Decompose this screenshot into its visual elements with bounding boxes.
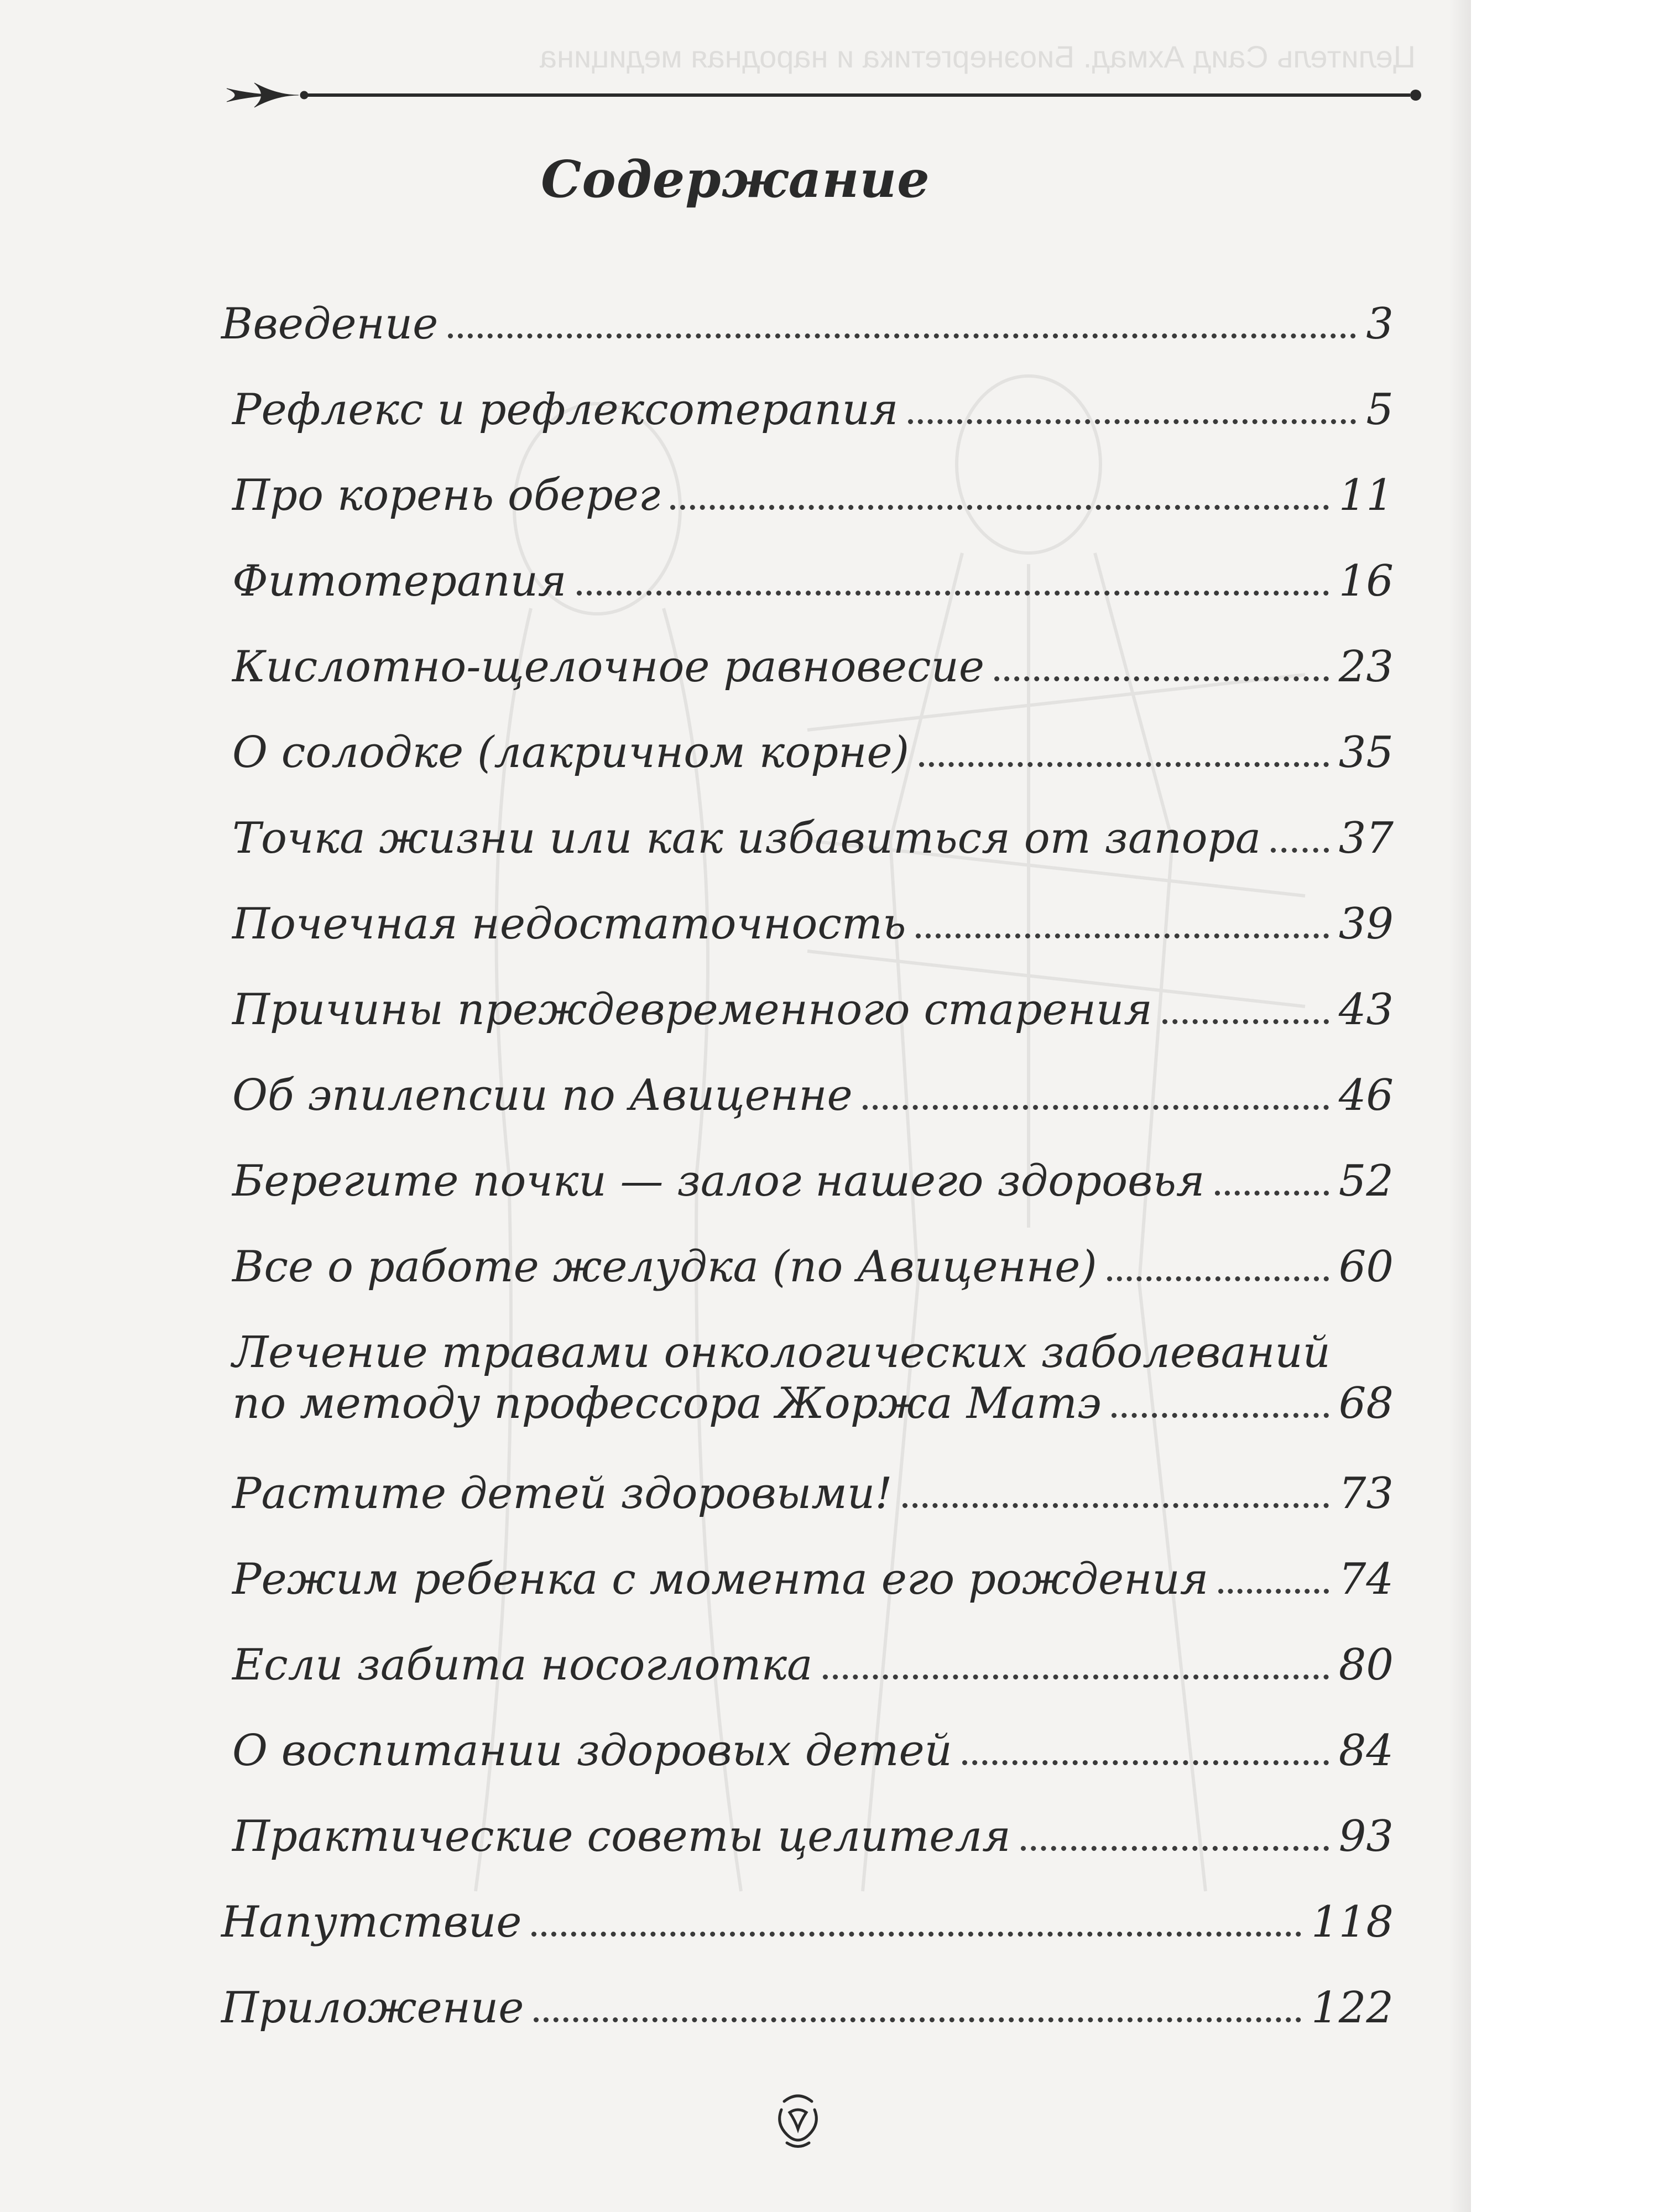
toc-entry-title: Кислотно-щелочное равновесие [232,642,985,692]
toc-entry-title: О воспитании здоровых детей [232,1726,952,1776]
dot-leader [994,676,1329,681]
toc-entry [221,1983,1394,2033]
toc-entry-page: 23 [1338,642,1394,692]
toc-entry [232,1156,1394,1207]
toc-entry-page: 16 [1338,556,1394,606]
toc-entry [232,470,1394,521]
dot-leader [531,1932,1301,1937]
toc-entry-title: Фитотерапия [232,556,567,606]
toc-entry-page: 122 [1311,1983,1394,2033]
page-title: Содержание [541,149,930,209]
toc-entry-page: 68 [1338,1379,1394,1428]
toc-entry-page: 80 [1338,1640,1394,1690]
dot-leader [1112,1413,1329,1418]
bleed-through-header: Целитель Саид Ахмад. Биоэнергетика и народная медицина [539,39,1416,74]
dot-leader [534,2017,1301,2022]
toc-entry-title: Лечение травами онкологических заболеваний [232,1328,1331,1378]
toc-entry-title-line2: по методу профессора Жоржа Матэ [232,1379,1102,1428]
toc-entry-title: Об эпилепсии по Авиценне [232,1071,853,1120]
dot-leader [670,505,1329,510]
dot-leader [577,591,1329,596]
toc-entry-page: 118 [1311,1897,1394,1947]
toc-entry-page: 46 [1338,1071,1394,1120]
toc-entry-page: 35 [1338,728,1394,778]
dot-leader [1271,848,1329,853]
dot-leader [908,419,1356,424]
toc-entry-title: Режим ребенка с момента его рождения [232,1554,1209,1604]
dot-leader [1107,1276,1329,1281]
toc-entry-title: Если забита носоглотка [232,1640,813,1690]
toc-entry-page: 5 [1366,385,1394,435]
toc-entry-title: Напутствие [221,1897,522,1947]
toc-entry-page: 43 [1338,985,1394,1035]
toc-entry-title: Почечная недостаточность [232,899,906,949]
toc-entry-page: 52 [1338,1156,1394,1206]
toc-entry-title: Точка жизни или как избавиться от запора [232,813,1261,863]
toc-entry [232,984,1394,1035]
toc-entry [232,727,1394,778]
toc-entry [232,1241,1394,1292]
toc-entry-title: Причины преждевременного старения [232,985,1152,1035]
toc-entry-page: 93 [1338,1812,1394,1861]
dot-leader [902,1503,1329,1508]
toc-entry-page: 37 [1338,813,1394,863]
toc-entry-page: 73 [1338,1469,1394,1519]
dot-leader [916,933,1328,938]
toc-entry-page: 74 [1338,1554,1394,1604]
toc-entry-title: Берегите почки — залог нашего здоровья [232,1156,1205,1206]
toc-entry-title: Практические советы целителя [232,1812,1011,1861]
toc-entry [232,1070,1394,1121]
dot-leader [1218,1589,1328,1594]
toc-entry [232,641,1394,692]
dot-leader [962,1760,1329,1765]
publisher-emblem-icon [773,2090,823,2151]
toc-entry-page: 60 [1338,1242,1394,1292]
toc-entry-title: Рефлекс и рефлексотерапия [232,385,899,435]
toc-entry [232,1811,1394,1862]
toc-entry [232,1725,1394,1776]
toc-entry-page: 11 [1338,471,1394,520]
toc-entry [232,1554,1394,1605]
dot-leader [919,762,1329,767]
dot-leader [823,1674,1329,1679]
toc-entry-title: Приложение [221,1983,524,2033]
toc-entry [221,299,1394,349]
dot-leader [1021,1846,1329,1851]
toc-entry [232,899,1394,950]
toc-entry [232,556,1394,607]
toc-entry [232,1327,1394,1429]
toc-entry [232,1468,1394,1519]
toc-entry-title: Введение [221,299,439,349]
toc-entry-continuation [232,1378,1394,1429]
toc-entry-page: 84 [1338,1726,1394,1776]
dot-leader [1162,1019,1329,1024]
toc-entry-page: 39 [1338,899,1394,949]
toc-entry-title: Про корень оберег [232,471,661,520]
dot-leader [1215,1191,1329,1196]
toc-entry [232,813,1394,864]
toc-entry-title: Все о работе желудка (по Авиценне) [232,1242,1097,1292]
toc-entry-title: О солодке (лакричном корне) [232,728,910,778]
toc-entry [221,1897,1394,1948]
toc-entry-title: Растите детей здоровыми! [232,1469,893,1519]
dot-leader [448,333,1356,338]
dot-leader [863,1105,1329,1110]
toc-entry-page: 3 [1366,299,1394,349]
toc-entry [232,1640,1394,1691]
toc-entry [232,384,1394,435]
